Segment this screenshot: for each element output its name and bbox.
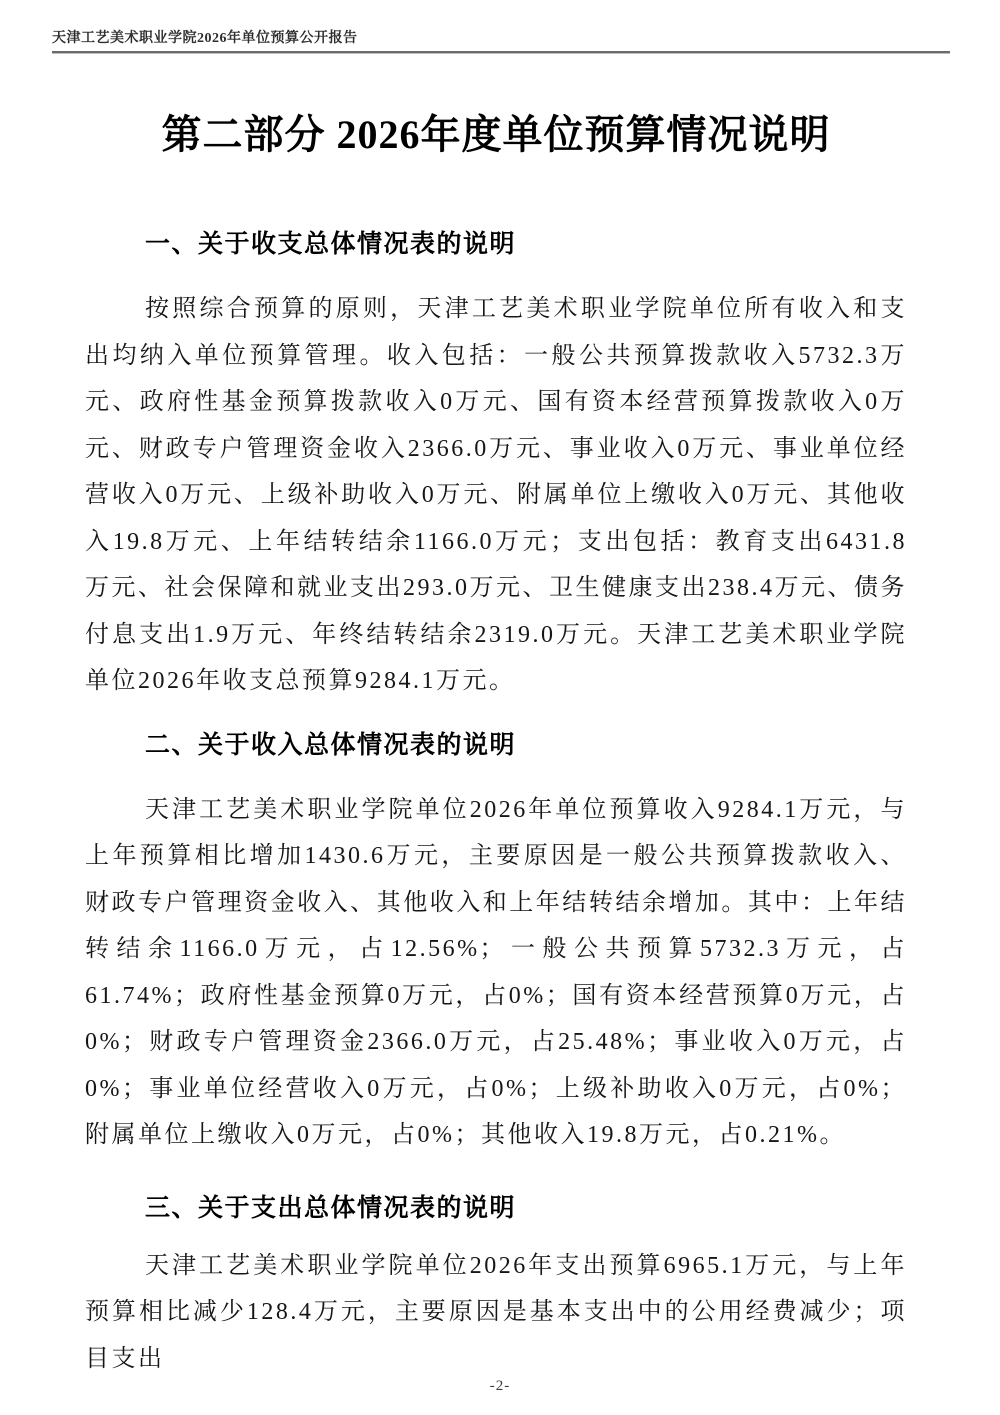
section-1-paragraph: 按照综合预算的原则，天津工艺美术职业学院单位所有收入和支出均纳入单位预算管理。收入包括：一般公共预算拨款收入5732.3万元、政府性基金预算拨款收入0万元、国有资本经营预算拨款收入0万元、财政专户管理资金收入2366.0万元、事业收入0万元、事业单位经营收入0万元、上级补助收入0万元、附属单位上缴收入0万元、其他收入19.8万元、上年结转结余1166.0万元；支出包括：教育支出6431.8万元、社会保障和就业支出293.0万元、卫生健康支出238.4万元、债务付息支出1.9万元、年终结转结余2319.0万元。天津工艺美术职业学院单位2026年收支总预算9284.1万元。 — [85, 296, 907, 694]
section-heading-2: 二、关于收入总体情况表的说明 — [145, 730, 517, 759]
section-3-paragraph: 天津工艺美术职业学院单位2026年支出预算6965.1万元，与上年预算相比减少128.4万元，主要原因是基本支出中的公用经费减少；项目支出 — [85, 1252, 907, 1372]
page-number: -2- — [489, 1378, 511, 1394]
section-income-overview — [85, 732, 907, 1159]
section-expenditure-overview — [85, 1195, 907, 1383]
document-body — [85, 0, 907, 1382]
section-2-paragraph: 天津工艺美术职业学院单位2026年单位预算收入9284.1万元，与上年预算相比增加1430.6万元，主要原因是一般公共预算拨款收入、财政专户管理资金收入、其他收入和上年结转结余增加。其中：上年结转结余1166.0万元，占12.56%；一般公共预算5732.3万元，占61.74%；政府性基金预算0万元，占0%；国有资本经营预算0万元，占0%；财政专户管理资金2366.0万元，占25.48%；事业收入0万元，占0%；事业单位经营收入0万元，占0%；上级补助收入0万元，占0%；附属单位上缴收入0万元，占0%；其他收入19.8万元，占0.21%。 — [85, 796, 907, 1148]
section-income-expenditure-overview — [85, 231, 907, 705]
page-title: 第二部分 2026年度单位预算情况说明 — [161, 112, 831, 157]
running-header: 天津工艺美术职业学院2026年单位预算公开报告 — [52, 31, 358, 46]
section-heading-3: 三、关于支出总体情况表的说明 — [145, 1193, 517, 1222]
section-heading-1: 一、关于收支总体情况表的说明 — [145, 230, 517, 258]
